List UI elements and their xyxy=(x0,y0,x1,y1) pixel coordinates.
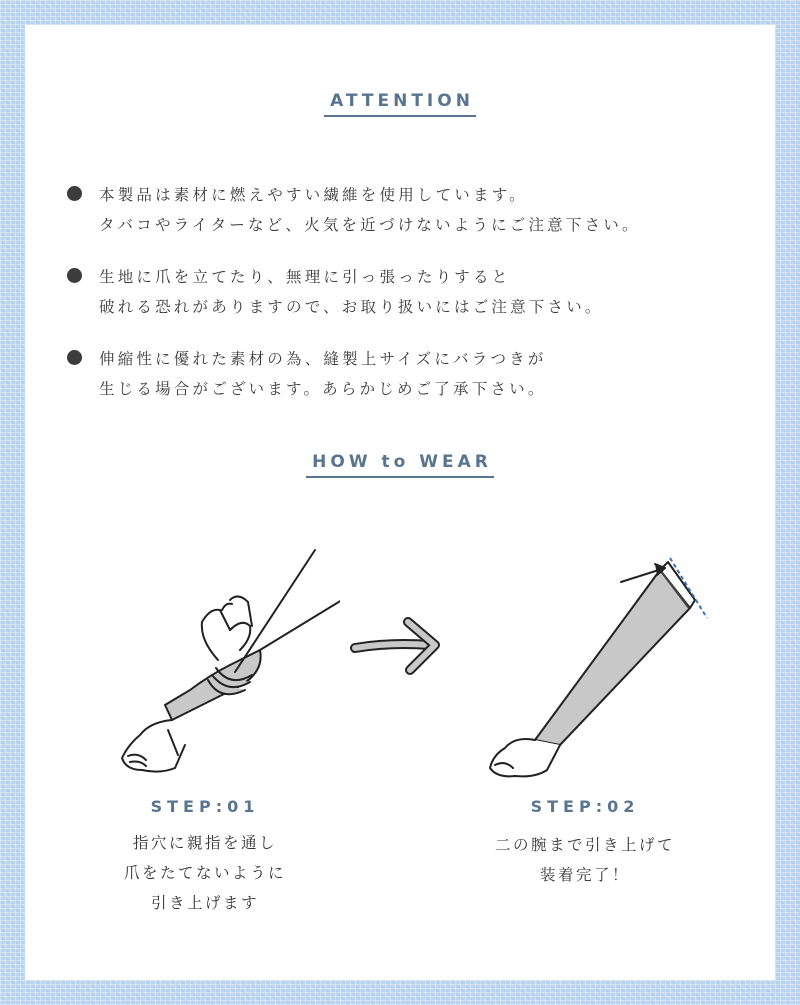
how-to-wear-heading xyxy=(25,452,775,478)
attention-item-line: 伸縮性に優れた素材の為、縫製上サイズにバラつきが xyxy=(99,350,547,368)
arrow-right-icon xyxy=(350,610,445,680)
attention-item-line: 生じる場合がございます。あらかじめご了承下さい。 xyxy=(99,380,547,398)
step2-line: 二の腕まで引き上げて xyxy=(494,836,675,854)
step2-line: 装着完了！ xyxy=(539,866,630,884)
attention-item-line: 本製品は素材に燃えやすい繊維を使用しています。 xyxy=(99,186,528,204)
step1-illustration xyxy=(80,530,340,780)
step1-line: 指穴に親指を通し xyxy=(132,834,277,852)
bullet-dot-icon xyxy=(67,268,82,283)
how-to-wear-title: HOW to WEAR xyxy=(306,452,494,478)
bullet-dot-icon xyxy=(67,186,82,201)
step1-line: 爪をたてないように xyxy=(123,864,286,882)
step2-description xyxy=(435,830,735,890)
step2-illustration xyxy=(455,530,735,780)
attention-item xyxy=(65,344,765,404)
step1-label: STEP:01 xyxy=(150,797,260,816)
attention-item-line: 破れる恐れがありますので、お取り扱いにはご注意下さい。 xyxy=(99,298,604,316)
attention-item-line: 生地に爪を立てたり、無理に引っ張ったりすると xyxy=(99,268,511,286)
step1-description xyxy=(55,828,355,918)
content-panel xyxy=(25,25,775,980)
attention-item xyxy=(65,262,765,322)
step1-line: 引き上げます xyxy=(150,894,259,912)
attention-heading xyxy=(25,91,775,117)
attention-title: ATTENTION xyxy=(324,91,476,117)
step2-label: STEP:02 xyxy=(530,797,640,816)
attention-list xyxy=(65,180,765,426)
bullet-dot-icon xyxy=(67,350,82,365)
attention-item xyxy=(65,180,765,240)
attention-item-line: タバコやライターなど、火気を近づけないようにご注意下さい。 xyxy=(99,216,641,234)
